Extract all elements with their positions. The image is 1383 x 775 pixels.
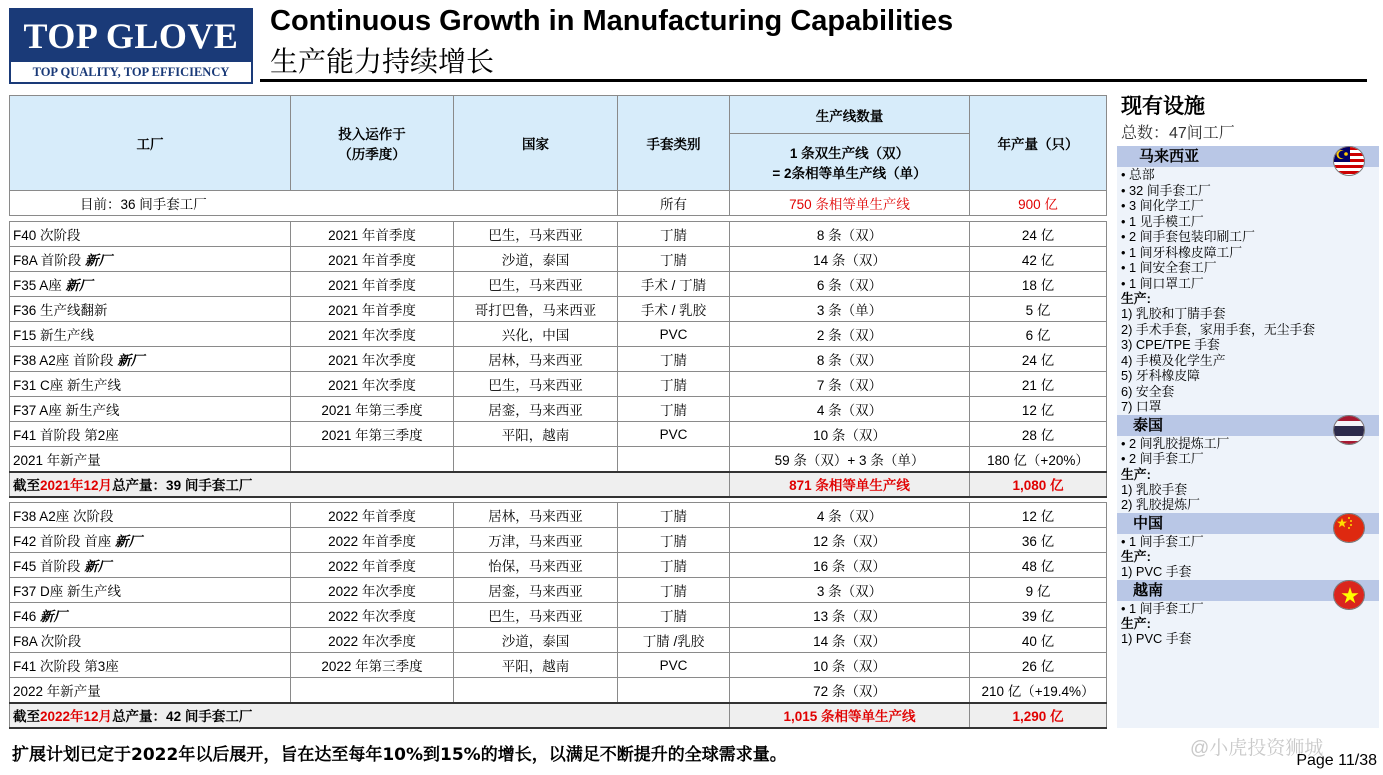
facility-item: • 32 间手套工厂 <box>1121 182 1211 198</box>
header-start: 投入运作于 （历季度） <box>291 96 454 191</box>
current-label: 目前：36 间手套工厂 <box>10 191 618 216</box>
glove-type: PVC <box>618 322 730 347</box>
new-capacity: 180 亿（+20%） <box>970 447 1107 472</box>
country-cell: 巴生，马来西亚 <box>454 222 618 247</box>
lines-cell: 2 条（双） <box>730 322 970 347</box>
total-label <box>10 472 730 497</box>
production-item: 6) 安全套 <box>1121 383 1175 399</box>
side-subtitle: 总数：47间工厂 <box>1121 125 1235 142</box>
country-cell: 兴化，中国 <box>454 322 618 347</box>
total-prefix: 截至 <box>13 709 40 724</box>
capacity-cell: 40 亿 <box>970 628 1107 653</box>
factory-name: F38 A2座 首阶段 <box>13 353 114 368</box>
country-cell: 哥打巴鲁，马来西亚 <box>454 297 618 322</box>
factory-name: F8A 首阶段 <box>13 253 82 268</box>
facility-item: • 总部 <box>1121 167 1155 182</box>
capacity-cell: 18 亿 <box>970 272 1107 297</box>
glove-type: 丁腈 <box>618 222 730 247</box>
production-label: 生产: <box>1121 616 1151 631</box>
new-factory-tag: 新厂 <box>115 534 143 549</box>
capacity-cell: 6 亿 <box>970 322 1107 347</box>
total-prefix: 截至 <box>13 478 40 493</box>
total-lines: 871 条相等单生产线 <box>730 472 970 497</box>
lines-cell: 10 条（双） <box>730 422 970 447</box>
new-capacity: 210 亿（+19.4%） <box>970 678 1107 703</box>
glove-type: 手术 / 乳胶 <box>618 297 730 322</box>
total-capacity: 1,290 亿 <box>970 703 1107 728</box>
production-item: 5) 牙科橡皮障 <box>1121 368 1200 383</box>
capacity-cell: 42 亿 <box>970 247 1107 272</box>
company-logo <box>9 8 253 84</box>
facility-item: • 1 间口罩工厂 <box>1121 275 1204 291</box>
header-capacity: 年产量（只） <box>970 96 1107 191</box>
table-row <box>10 272 1107 297</box>
production-label: 生产: <box>1121 466 1151 482</box>
factory-cell <box>10 397 291 422</box>
production-item: 1) PVC 手套 <box>1121 631 1192 646</box>
capacity-cell: 48 亿 <box>970 553 1107 578</box>
table-row <box>10 503 1107 528</box>
production-item: 1) 乳胶手套 <box>1121 481 1188 497</box>
glove-type: PVC <box>618 422 730 447</box>
production-label: 生产: <box>1121 291 1151 306</box>
production-item: 1) PVC 手套 <box>1121 564 1192 579</box>
current-capacity: 900 亿 <box>970 191 1107 216</box>
factory-name: F31 C座 新生产线 <box>13 378 122 393</box>
factory-cell <box>10 553 291 578</box>
lines-cell: 4 条（双） <box>730 503 970 528</box>
page-number: Page 11/38 <box>1296 752 1377 769</box>
lines-cell: 14 条（双） <box>730 247 970 272</box>
header-factory: 工厂 <box>10 96 291 191</box>
country-cell: 巴生，马来西亚 <box>454 603 618 628</box>
current-type: 所有 <box>618 191 730 216</box>
country-header <box>1117 146 1379 167</box>
table-row <box>10 578 1107 603</box>
total-date: 2022年12月 <box>40 709 113 724</box>
factory-cell <box>10 528 291 553</box>
empty-cell <box>291 447 454 472</box>
total-row <box>10 703 1107 728</box>
country-cell: 居銮，马来西亚 <box>454 578 618 603</box>
glove-type: 丁腈 <box>618 347 730 372</box>
country-cell: 万津，马来西亚 <box>454 528 618 553</box>
country-cell: 平阳，越南 <box>454 653 618 678</box>
total-text: 总产量：39 间手套工厂 <box>112 478 253 493</box>
facility-item: • 1 间牙科橡皮障工厂 <box>1121 244 1243 260</box>
capacity-cell: 24 亿 <box>970 347 1107 372</box>
lines-cell: 12 条（双） <box>730 528 970 553</box>
start-quarter: 2021 年次季度 <box>291 322 454 347</box>
facility-item: • 3 间化学工厂 <box>1121 198 1204 213</box>
factory-cell <box>10 503 291 528</box>
new-capacity-label: 2021 年新产量 <box>10 447 291 472</box>
factory-name: F15 新生产线 <box>13 328 95 343</box>
country-name: 马来西亚 <box>1139 148 1200 165</box>
lines-cell: 3 条（双） <box>730 578 970 603</box>
current-lines: 750 条相等单生产线 <box>730 191 970 216</box>
capacity-cell: 26 亿 <box>970 653 1107 678</box>
capacity-cell: 9 亿 <box>970 578 1107 603</box>
empty-cell <box>454 678 618 703</box>
thailand-flag-icon <box>1333 415 1365 445</box>
lines-cell: 4 条（双） <box>730 397 970 422</box>
table-row <box>10 347 1107 372</box>
new-lines: 59 条（双）+ 3 条（单） <box>730 447 970 472</box>
table-row <box>10 247 1107 272</box>
factory-cell <box>10 578 291 603</box>
header-lines-group: 生产线数量 <box>730 96 970 134</box>
country-cell: 居林，马来西亚 <box>454 503 618 528</box>
factory-name: F37 A座 新生产线 <box>13 403 120 418</box>
table-row <box>10 603 1107 628</box>
empty-cell <box>454 447 618 472</box>
country-cell: 巴生，马来西亚 <box>454 272 618 297</box>
factory-name: F35 A座 <box>13 278 62 293</box>
facility-item: • 1 间手套工厂 <box>1121 600 1204 616</box>
start-quarter: 2022 年首季度 <box>291 503 454 528</box>
factory-cell <box>10 628 291 653</box>
factory-name: F46 <box>13 609 37 624</box>
start-quarter: 2021 年第三季度 <box>291 397 454 422</box>
current-row <box>10 191 1107 216</box>
empty-cell <box>618 678 730 703</box>
factory-cell <box>10 322 291 347</box>
malaysia-flag-icon <box>1333 146 1365 176</box>
capacity-cell: 36 亿 <box>970 528 1107 553</box>
lines-cell: 14 条（双） <box>730 628 970 653</box>
glove-type: 丁腈 <box>618 247 730 272</box>
facility-list <box>1117 167 1379 291</box>
start-quarter: 2022 年第三季度 <box>291 653 454 678</box>
new-factory-tag: 新厂 <box>40 609 68 624</box>
page-title-cn: 生产能力持续增长 <box>270 45 495 78</box>
china-flag-icon <box>1333 513 1365 543</box>
production-label: 生产: <box>1121 549 1151 564</box>
factory-cell <box>10 272 291 297</box>
production-item: 4) 手模及化学生产 <box>1121 352 1226 368</box>
production-item: 2) 手术手套，家用手套，无尘手套 <box>1121 321 1316 337</box>
new-lines: 72 条（双） <box>730 678 970 703</box>
start-quarter: 2021 年首季度 <box>291 272 454 297</box>
table-row <box>10 322 1107 347</box>
factory-cell <box>10 603 291 628</box>
new-capacity-row <box>10 678 1107 703</box>
capacity-cell: 28 亿 <box>970 422 1107 447</box>
glove-type: 丁腈 <box>618 372 730 397</box>
table-row <box>10 222 1107 247</box>
country-header <box>1117 580 1379 601</box>
country-name: 越南 <box>1133 581 1164 599</box>
logo-tagline: TOP QUALITY, TOP EFFICIENCY <box>32 65 230 79</box>
country-cell: 居銮，马来西亚 <box>454 397 618 422</box>
production-item: 3) CPE/TPE 手套 <box>1121 337 1220 352</box>
factory-cell <box>10 372 291 397</box>
country-cell: 居林，马来西亚 <box>454 347 618 372</box>
country-cell: 平阳，越南 <box>454 422 618 447</box>
factory-cell <box>10 347 291 372</box>
vietnam-flag-icon <box>1333 580 1365 610</box>
capacity-cell: 39 亿 <box>970 603 1107 628</box>
lines-cell: 6 条（双） <box>730 272 970 297</box>
start-quarter: 2022 年次季度 <box>291 603 454 628</box>
logo-name: TOP GLOVE <box>11 10 251 62</box>
start-quarter: 2022 年首季度 <box>291 553 454 578</box>
country-header <box>1117 513 1379 534</box>
country-cell: 巴生，马来西亚 <box>454 372 618 397</box>
header-lines-sub: 1 条双生产线（双） = 2条相等单生产线（单） <box>730 134 970 191</box>
country-cell: 沙道，泰国 <box>454 628 618 653</box>
lines-cell: 7 条（双） <box>730 372 970 397</box>
factory-name: F37 D座 新生产线 <box>13 584 122 599</box>
total-row <box>10 472 1107 497</box>
production-item: 7) 口罩 <box>1121 399 1162 414</box>
start-quarter: 2022 年次季度 <box>291 578 454 603</box>
facility-item: • 1 间手套工厂 <box>1121 533 1204 549</box>
total-date: 2021年12月 <box>40 478 113 493</box>
lines-cell: 16 条（双） <box>730 553 970 578</box>
factory-name: F41 首阶段 第2座 <box>13 428 119 443</box>
production-item: 2) 乳胶提炼厂 <box>1121 497 1200 512</box>
watermark-handle: @小虎投资狮城 <box>1190 738 1324 759</box>
factory-name: F8A 次阶段 <box>13 634 82 649</box>
start-quarter: 2021 年第三季度 <box>291 422 454 447</box>
capacity-cell: 12 亿 <box>970 397 1107 422</box>
start-quarter: 2022 年首季度 <box>291 528 454 553</box>
factory-name: F38 A2座 次阶段 <box>13 509 114 524</box>
total-capacity: 1,080 亿 <box>970 472 1107 497</box>
factory-cell <box>10 653 291 678</box>
capacity-table <box>9 95 1107 729</box>
capacity-cell: 21 亿 <box>970 372 1107 397</box>
header-country: 国家 <box>454 96 618 191</box>
start-quarter: 2021 年首季度 <box>291 222 454 247</box>
facilities-panel <box>1117 146 1379 728</box>
facility-item: • 2 间手套包装印刷工厂 <box>1121 229 1255 244</box>
country-header <box>1117 415 1379 436</box>
start-quarter: 2021 年首季度 <box>291 247 454 272</box>
new-factory-tag: 新厂 <box>85 253 113 268</box>
lines-cell: 3 条（单） <box>730 297 970 322</box>
factory-cell <box>10 222 291 247</box>
footnote: 扩展计划已定于2022年以后展开，旨在达至每年10%到15%的增长，以满足不断提升的全球需求量。 <box>12 745 787 765</box>
page-title-en: Continuous Growth in Manufacturing Capabilities <box>270 5 954 37</box>
factory-cell <box>10 422 291 447</box>
header-type: 手套类别 <box>618 96 730 191</box>
total-text: 总产量：42 间手套工厂 <box>112 709 253 724</box>
glove-type: 丁腈 <box>618 578 730 603</box>
lines-cell: 8 条（双） <box>730 347 970 372</box>
table-row <box>10 653 1107 678</box>
factory-name: F45 首阶段 <box>13 559 81 574</box>
glove-type: 丁腈 <box>618 503 730 528</box>
start-quarter: 2021 年次季度 <box>291 347 454 372</box>
new-factory-tag: 新厂 <box>65 278 93 293</box>
glove-type: 丁腈 <box>618 603 730 628</box>
facility-item: • 1 见手模工厂 <box>1121 213 1204 229</box>
capacity-cell: 12 亿 <box>970 503 1107 528</box>
factory-cell <box>10 297 291 322</box>
facility-item: • 2 间乳胶提炼工厂 <box>1121 435 1230 451</box>
capacity-cell: 5 亿 <box>970 297 1107 322</box>
factory-name: F41 次阶段 第3座 <box>13 659 119 674</box>
table-row <box>10 397 1107 422</box>
empty-cell <box>618 447 730 472</box>
glove-type: 丁腈 <box>618 397 730 422</box>
table-row <box>10 528 1107 553</box>
new-factory-tag: 新厂 <box>117 353 145 368</box>
country-cell: 怡保，马来西亚 <box>454 553 618 578</box>
total-label <box>10 703 730 728</box>
factory-cell <box>10 247 291 272</box>
empty-cell <box>291 678 454 703</box>
table-row <box>10 628 1107 653</box>
table-row <box>10 553 1107 578</box>
glove-type: 丁腈 /乳胶 <box>618 628 730 653</box>
lines-cell: 10 条（双） <box>730 653 970 678</box>
capacity-cell: 24 亿 <box>970 222 1107 247</box>
country-name: 中国 <box>1133 514 1164 532</box>
start-quarter: 2021 年首季度 <box>291 297 454 322</box>
table-row <box>10 372 1107 397</box>
lines-cell: 13 条（双） <box>730 603 970 628</box>
factory-name: F36 生产线翻新 <box>13 303 108 318</box>
factory-name: F42 首阶段 首座 <box>13 534 112 549</box>
factory-name: F40 次阶段 <box>13 228 81 243</box>
glove-type: 丁腈 <box>618 553 730 578</box>
facility-item: • 2 间手套工厂 <box>1121 451 1204 466</box>
start-quarter: 2021 年次季度 <box>291 372 454 397</box>
new-capacity-label: 2022 年新产量 <box>10 678 291 703</box>
table-row <box>10 297 1107 322</box>
glove-type: PVC <box>618 653 730 678</box>
side-title: 现有设施 <box>1121 95 1205 118</box>
table-row <box>10 422 1107 447</box>
title-divider <box>260 79 1367 82</box>
lines-cell: 8 条（双） <box>730 222 970 247</box>
facility-item: • 1 间安全套工厂 <box>1121 260 1217 275</box>
country-name: 泰国 <box>1133 416 1164 434</box>
new-factory-tag: 新厂 <box>84 559 112 574</box>
production-item: 1) 乳胶和丁腈手套 <box>1121 306 1226 321</box>
start-quarter: 2022 年次季度 <box>291 628 454 653</box>
glove-type: 丁腈 <box>618 528 730 553</box>
total-lines: 1,015 条相等单生产线 <box>730 703 970 728</box>
new-capacity-row <box>10 447 1107 472</box>
glove-type: 手术 / 丁腈 <box>618 272 730 297</box>
country-cell: 沙道，泰国 <box>454 247 618 272</box>
